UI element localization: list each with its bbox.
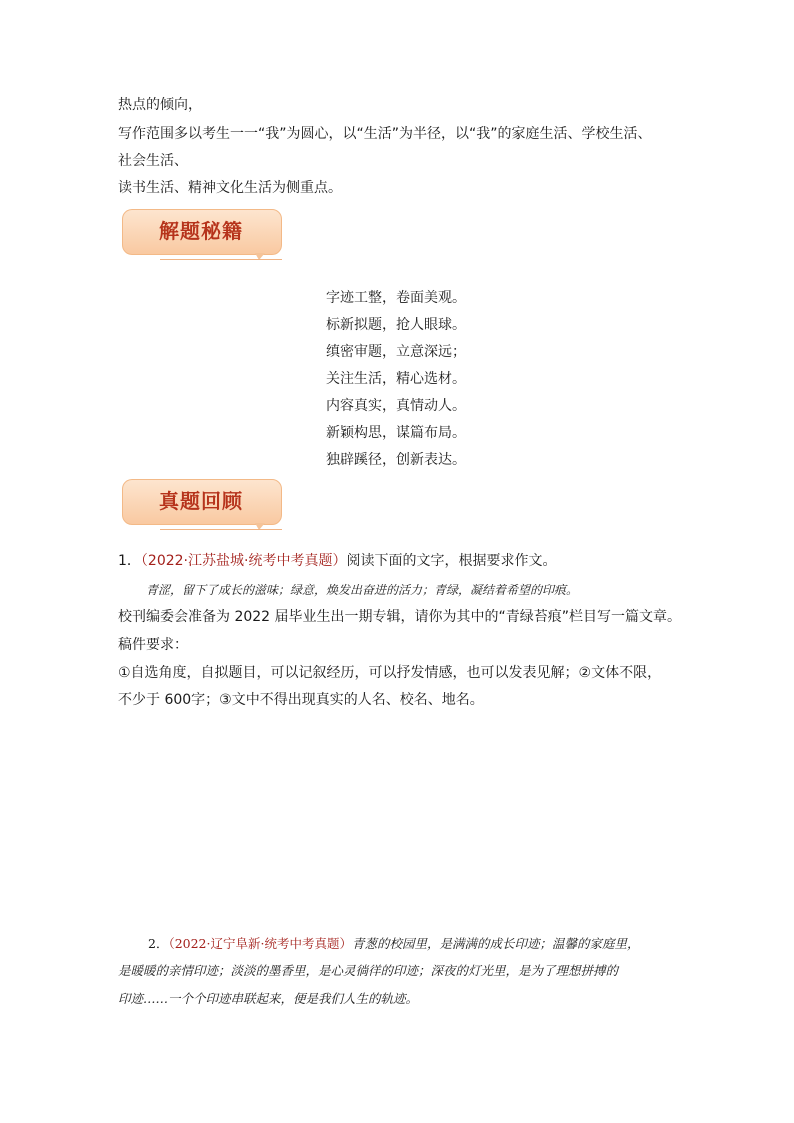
q2-number: 2． (148, 936, 169, 951)
intro-line-4: 读书生活、精神文化生活为侧重点。 (118, 180, 342, 196)
intro-line-1: 热点的倾向， (118, 97, 202, 113)
q2-line-3: 印迹……一个个印迹串联起来，便是我们人生的轨迹。 (118, 991, 419, 1006)
q1-line-4: 不少于 600字；③文中不得出现真实的人名、校名、地名。 (118, 692, 484, 708)
tip-item-1: 字迹工整，卷面美观。 (326, 290, 466, 306)
q1-quote: 青涩，留下了成长的滋味；绿意，焕发出奋进的活力；青绿，凝结着希望的印痕。 (146, 583, 579, 597)
tip-item-4: 关注生活，精心选材。 (326, 371, 466, 387)
intro-line-3: 社会生活、 (118, 153, 188, 169)
q2-heading (148, 934, 639, 954)
q1-prompt: 阅读下面的文字，根据要求作文。 (346, 553, 557, 569)
section-banner-tips (122, 209, 282, 257)
intro-line-2: 写作范围多以考生一一“我”为圆心，以“生活”为半径，以“我”的家庭生活、学校生活、 (118, 126, 652, 142)
banner-underline (160, 259, 282, 260)
tip-item-6: 新颖构思，谋篇布局。 (326, 425, 466, 441)
q1-line-1: 校刊编委会准备为 2022 届毕业生出一期专辑，请你为其中的“青绿苔痕”栏目写一篇文章。 (118, 609, 682, 625)
banner-title: 真题回顾 (159, 489, 243, 513)
section-banner-review (122, 479, 282, 527)
q1-heading (118, 551, 556, 571)
q2-text-1: 青葱的校园里，是满满的成长印迹；温馨的家庭里， (351, 936, 640, 951)
tip-item-3: 缜密审题，立意深远； (326, 344, 466, 360)
tip-item-5: 内容真实，真情动人。 (326, 398, 466, 414)
q2-source: （2022·辽宁阜新·统考中考真题） (168, 936, 352, 951)
q1-source: （2022·江苏盐城·统考中考真题） (140, 553, 347, 569)
q2-line-2: 是暖暖的亲情印迹；淡淡的墨香里，是心灵徜徉的印迹；深夜的灯光里，是为了理想拼搏的 (118, 963, 619, 978)
tip-item-7: 独辟蹊径，创新表达。 (326, 452, 466, 468)
tip-item-2: 标新拟题，抢人眼球。 (326, 317, 466, 333)
banner-title: 解题秘籍 (159, 219, 243, 243)
q1-number: 1． (118, 553, 141, 569)
q1-line-3: ①自选角度，自拟题目，可以记叙经历，可以抒发情感，也可以发表见解；②文体不限， (118, 665, 662, 681)
q1-line-2: 稿件要求： (118, 637, 188, 653)
banner-underline (160, 529, 282, 530)
